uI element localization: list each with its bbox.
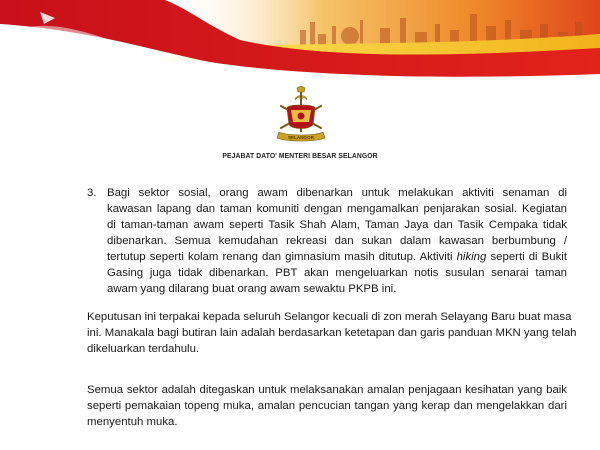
banner-graphic	[0, 0, 600, 78]
crest-label: SELANGOR	[287, 135, 315, 140]
para2-line-2: seperti pemakaian topeng muka, amalan pencucian tangan yang kerap dan mengelakkan dari	[87, 400, 567, 412]
item3-line-4: dibenarkan. Semua kemudahan rekreasi dan sukan dalam kawasan berbumbung /	[107, 235, 567, 247]
item3-line-7: awam yang dilarang buat orang awam sewaktu PKPB ini.	[107, 283, 397, 295]
hiking-word: hiking	[456, 251, 487, 263]
after-hiking: seperti di Bukit	[486, 251, 568, 263]
para1-line-3: dikeluarkan terdahulu.	[87, 343, 200, 355]
item3-line-6: Gasing juga tidak dibenarkan. PBT akan mengeluarkan notis susulan senarai taman	[107, 267, 567, 279]
item3-line-5-text: tertutup seperti kolam renang dan gimnasium masih ditutup. Aktiviti	[107, 251, 453, 263]
header-banner	[0, 0, 600, 78]
para1-line-2: ini. Manakala bagi butiran lain adalah berdasarkan ketetapan dan garis panduan MKN yang telah	[87, 327, 577, 339]
para1-line-1: Keputusan ini terpakai kepada seluruh Selangor kecuali di zon merah Selayang Baru buat masa	[87, 311, 572, 323]
item3-line-3: di taman-taman awam seperti Tasik Shah Alam, Taman Jaya dan Tasik Cempaka tidak	[107, 219, 567, 231]
para2-line-3: menyentuh muka.	[87, 416, 178, 428]
selangor-crest-icon	[273, 86, 329, 148]
list-item-3	[87, 185, 567, 297]
item3-line-1: Bagi sektor sosial, orang awam dibenarkan untuk melakukan aktiviti senaman di	[107, 187, 567, 199]
para2-line-1: Semua sektor adalah ditegaskan untuk melaksanakan amalan penjagaan kesihatan yang baik	[87, 384, 567, 396]
office-name: PEJABAT DATO' MENTERI BESAR SELANGOR	[222, 151, 378, 160]
item-number: 3.	[87, 187, 97, 199]
item3-line-2: kawasan lapang dan taman komuniti dengan mengamalkan penjarakan sosial. Kegiatan	[107, 203, 567, 215]
paragraph-health-practices	[87, 382, 567, 430]
item3-line-5	[107, 249, 567, 265]
paragraph-decision	[87, 309, 577, 357]
